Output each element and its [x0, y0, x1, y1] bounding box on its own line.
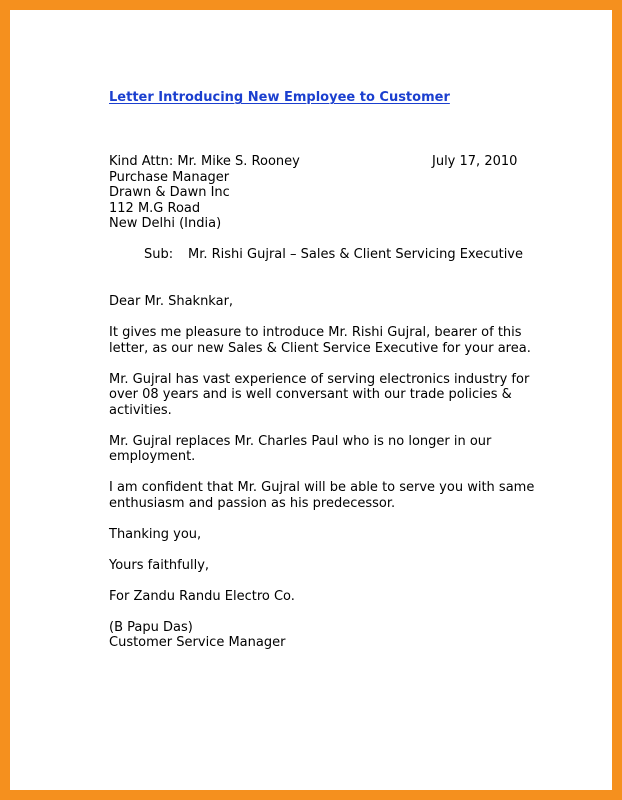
letter-body	[109, 294, 539, 651]
body-paragraph-experience: Mr. Gujral has vast experience of serving electronics industry for over 08 years and is well conversant with our trade policies & activities.	[109, 371, 530, 418]
recipient-city: New Delhi (India)	[109, 216, 222, 231]
closing-thanks: Thanking you,	[109, 526, 202, 542]
letter-sheet	[109, 90, 549, 650]
recipient-attn: Kind Attn: Mr. Mike S. Rooney	[109, 154, 300, 169]
signatory-title: Customer Service Manager	[109, 635, 286, 650]
body-paragraph-replacement: Mr. Gujral replaces Mr. Charles Paul who is no longer in our employment.	[109, 433, 492, 464]
body-paragraph-confidence: I am confident that Mr. Gujral will be able to serve you with same enthusiasm and passion as his predecessor.	[109, 480, 535, 511]
signatory-name: (B Papu Das)	[109, 619, 193, 635]
letter-date: July 17, 2010	[432, 154, 518, 169]
subject-text: Mr. Rishi Gujral – Sales & Client Servicing Executive	[188, 247, 523, 262]
signature-block	[109, 620, 539, 651]
recipient-company: Drawn & Dawn Inc	[109, 185, 230, 200]
subject-line	[144, 247, 523, 263]
subject-label: Sub:	[144, 247, 174, 262]
salutation: Dear Mr. Shaknkar,	[109, 294, 234, 309]
closing-phrase: Yours faithfully,	[109, 557, 210, 573]
recipient-position: Purchase Manager	[109, 169, 230, 185]
recipient-street: 112 M.G Road	[109, 200, 201, 216]
body-paragraph-intro: It gives me pleasure to introduce Mr. Rishi Gujral, bearer of this letter, as our new Sales & Client Service Executive for your area.	[109, 325, 531, 356]
letter-title: Letter Introducing New Employee to Customer	[109, 90, 450, 105]
for-company: For Zandu Randu Electro Co.	[109, 588, 295, 604]
